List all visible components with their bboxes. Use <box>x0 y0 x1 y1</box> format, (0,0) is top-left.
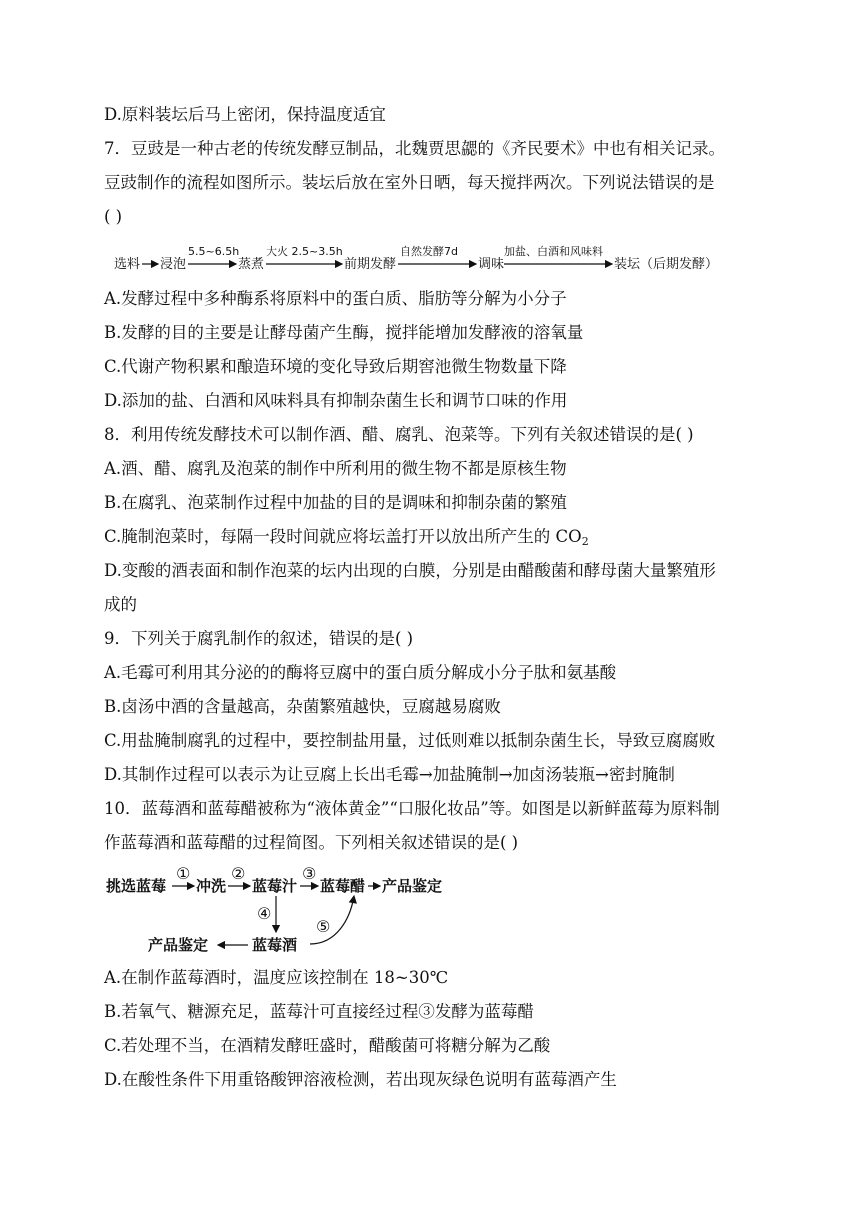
step-5-marker: ⑤ <box>316 917 331 936</box>
q10-option-d: D.在酸性条件下用重铬酸钾溶液检测，若出现灰绿色说明有蓝莓酒产生 <box>104 1070 617 1089</box>
q7-stem-line-2: 豆豉制作的流程如图所示。装坛后放在室外日晒，每天搅拌两次。下列说法错误的是 <box>104 173 715 192</box>
flow-step-steam: 蒸煮 <box>238 257 265 272</box>
node-blueberry-juice: 蓝莓汁 <box>252 877 298 895</box>
q9-option-b: B.卤汤中酒的含量越高，杂菌繁殖越快，豆腐越易腐败 <box>104 697 501 716</box>
q8-option-a: A.酒、醋、腐乳及泡菜的制作中所利用的微生物不都是原核生物 <box>104 459 567 478</box>
flow-step-early-ferment: 前期发酵 <box>344 257 397 272</box>
q10-option-b: B.若氧气、糖源充足，蓝莓汁可直接经过程③发酵为蓝莓醋 <box>104 1002 534 1021</box>
q9-option-a: A.毛霉可利用其分泌的的酶将豆腐中的蛋白质分解成小分子肽和氨基酸 <box>104 663 617 682</box>
step-4-marker: ④ <box>257 904 272 923</box>
flow-label-natural-ferment: 自然发酵7d <box>400 245 458 258</box>
flow-label-soak-time: 5.5~6.5h <box>188 245 240 258</box>
q8-option-b: B.在腐乳、泡菜制作过程中加盐的目的是调味和抑制杂菌的繁殖 <box>104 493 567 512</box>
node-blueberry-wine: 蓝莓酒 <box>252 936 298 954</box>
q7-option-d: D.添加的盐、白酒和风味料具有抑制杂菌生长和调节口味的作用 <box>104 391 568 410</box>
flow-label-steam-time: 大火 2.5~3.5h <box>266 245 343 258</box>
node-wash: 冲洗 <box>196 877 227 895</box>
q7-option-c: C.代谢产物积累和酿造环境的变化导致后期窖池微生物数量下降 <box>104 357 567 376</box>
q6-option-d: D.原料装坛后马上密闭，保持温度适宜 <box>104 105 386 124</box>
node-product-test-1: 产品鉴定 <box>382 877 443 895</box>
flow-label-additives: 加盐、白酒和风味料 <box>504 245 603 258</box>
step-3-marker: ③ <box>302 864 317 883</box>
q10-process-diagram <box>104 862 464 960</box>
flow-step-select: 选料 <box>114 257 141 272</box>
flow-step-jar: 装坛（后期发酵） <box>614 257 719 272</box>
q10-option-a: A.在制作蓝莓酒时，温度应该控制在 18~30℃ <box>104 968 449 987</box>
q7-flowchart <box>108 238 720 278</box>
node-blueberry-vinegar: 蓝莓醋 <box>320 877 366 895</box>
q9-option-d: D.其制作过程可以表示为让豆腐上长出毛霉→加盐腌制→加卤汤装瓶→密封腌制 <box>104 765 675 784</box>
q7-stem-line-1: 7．豆豉是一种古老的传统发酵豆制品，北魏贾思勰的《齐民要术》中也有相关记录。 <box>104 139 725 158</box>
node-product-test-2: 产品鉴定 <box>148 936 209 954</box>
flow-step-soak: 浸泡 <box>160 257 187 272</box>
q8-stem: 8．利用传统发酵技术可以制作酒、醋、腐乳、泡菜等。下列有关叙述错误的是( ) <box>104 425 694 444</box>
q7-answer-paren: ( ) <box>104 207 123 226</box>
q8-option-c-subscript: 2 <box>581 535 589 548</box>
q8-option-c <box>104 525 589 554</box>
q7-option-a: A.发酵过程中多种酶系将原料中的蛋白质、脂肪等分解为小分子 <box>104 289 567 308</box>
q7-option-b: B.发酵的目的主要是让酵母菌产生酶，搅拌能增加发酵液的溶氧量 <box>104 323 584 342</box>
q8-option-d-line-2: 成的 <box>104 595 137 614</box>
q8-option-c-text: C.腌制泡菜时，每隔一段时间就应将坛盖打开以放出所产生的 CO <box>104 527 582 546</box>
step-2-marker: ② <box>231 864 246 883</box>
q10-stem-line-1: 10．蓝莓酒和蓝莓醋被称为“液体黄金”“口服化妆品”等。如图是以新鲜蓝莓为原料制 <box>104 799 720 818</box>
node-select-blueberry: 挑选蓝莓 <box>106 877 167 895</box>
q8-option-d-line-1: D.变酸的酒表面和制作泡菜的坛内出现的白膜，分别是由醋酸菌和酵母菌大量繁殖形 <box>104 561 716 580</box>
q10-option-c: C.若处理不当，在酒精发酵旺盛时，醋酸菌可将糖分解为乙酸 <box>104 1036 551 1055</box>
step-1-marker: ① <box>176 864 191 883</box>
q10-stem-line-2: 作蓝莓酒和蓝莓醋的过程简图。下列相关叙述错误的是( ) <box>104 833 519 852</box>
flow-step-season: 调味 <box>478 257 505 272</box>
q9-option-c: C.用盐腌制腐乳的过程中，要控制盐用量，过低则难以抵制杂菌生长，导致豆腐腐败 <box>104 731 716 750</box>
q9-stem: 9．下列关于腐乳制作的叙述，错误的是( ) <box>104 629 414 648</box>
